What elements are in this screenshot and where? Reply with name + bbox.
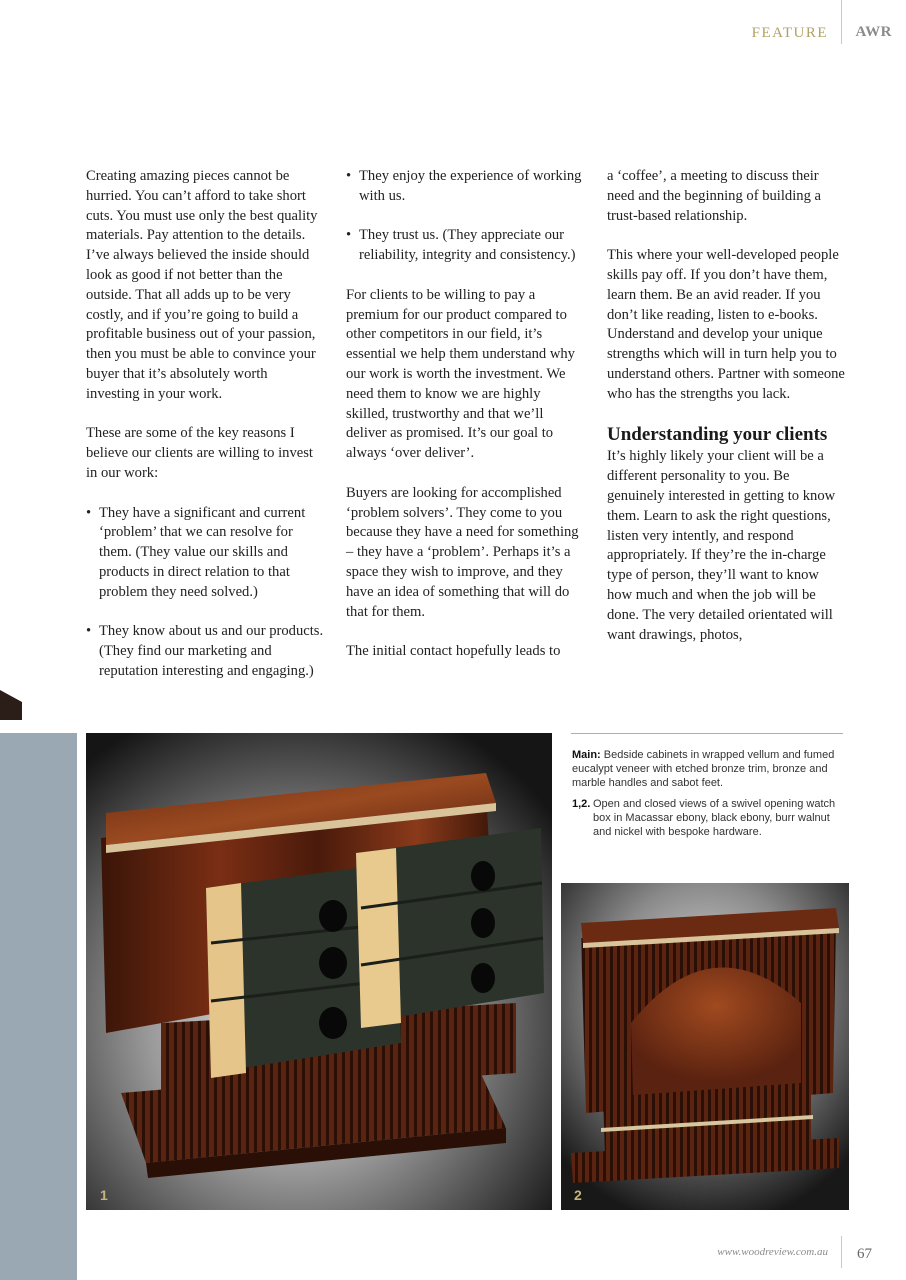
- bullet-item: • They enjoy the experience of working with us.: [346, 167, 584, 207]
- bullet-list: [86, 504, 324, 682]
- paragraph: The initial contact hopefully leads to: [346, 643, 561, 660]
- adjacent-photo-strip: [0, 733, 77, 1280]
- photo-watch-box-closed: [561, 883, 849, 1210]
- text-column-3: [607, 167, 845, 665]
- paragraph: These are some of the key reasons I believe our clients are willing to invest in our work:: [86, 425, 313, 481]
- bullet-item: • They have a significant and current ‘problem’ that we can resolve for them. (They value our skills and products in direct relation to that problem they need solved.): [86, 504, 324, 603]
- page-header: [0, 0, 906, 48]
- caption-text: Open and closed views of a swivel opening watch box in Macassar ebony, black ebony, burr walnut and nickel with bespoke hardware.: [593, 798, 836, 838]
- paragraph: It’s highly likely your client will be a different personality to you. Be genuinely interested in getting to know them. Learn to ask the right questions, listen very intently, and respond appropriately. If they’re the in-charge type of person, they’ll want to know how much and when the job will be done. The very detailed orientated will want drawings, photos,: [607, 448, 836, 643]
- photo-number: 1: [100, 1187, 108, 1203]
- paragraph: Creating amazing pieces cannot be hurried. You can’t afford to take short cuts. You must use only the best quality materials. Pay attention to the details. I’ve always believed the inside should look as good if not better than the outside. That all adds up to be very costly, and if you’re going to build a profitable business out of your passion, then you must be able to convince your buyer that it’s absolutely worth investing in your work.: [86, 168, 318, 402]
- photo-watch-box-open: [86, 733, 552, 1210]
- photo-illustration: [561, 883, 849, 1210]
- paragraph: a ‘coffee’, a meeting to discuss their need and the beginning of building a trust-based relationship.: [607, 168, 821, 224]
- paragraph: For clients to be willing to pay a premium for our product compared to other competitors in our field, it’s essential we help them understand why our work is worth the investment. We need them to know we are highly skilled, trustworthy and that we’ll deliver as promised. It’s our goal to always ‘over deliver’.: [346, 286, 575, 462]
- caption-text: Bedside cabinets in wrapped vellum and fumed eucalypt veneer with etched bronze trim, bronze and marble handles and sabot feet.: [572, 749, 835, 789]
- caption-photos: [572, 797, 842, 839]
- caption-label: Main:: [572, 749, 601, 761]
- paragraph: This where your well-developed people skills pay off. If you don’t have them, learn them. Be an avid reader. If you don’t like reading, listen to e-books. Understand and develop your unique strengths which will in turn help you to understand others. Partner with someone who has the strengths you lack.: [607, 247, 845, 402]
- paragraph: Buyers are looking for accomplished ‘problem solvers’. They come to you because they have a need for something – they have a ‘problem’. Perhaps it’s a space they wish to improve, and they have an idea of something that will do that for them.: [346, 484, 579, 620]
- header-divider: [841, 0, 842, 44]
- bullet-list: [346, 167, 584, 266]
- magazine-label: AWR: [855, 24, 892, 40]
- section-heading: Understanding your clients: [607, 424, 828, 446]
- page-number: 67: [857, 1246, 872, 1262]
- photo-illustration: [86, 733, 552, 1210]
- photo-number: 2: [574, 1187, 582, 1203]
- bullet-item: • They trust us. (They appreciate our reliability, integrity and consistency.): [346, 226, 584, 266]
- bullet-item: • They know about us and our products. (They find our marketing and reputation interesting and engaging.): [86, 622, 324, 681]
- text-column-2: [346, 167, 584, 682]
- footer-divider: [841, 1236, 842, 1268]
- caption-label: 1,2.: [572, 798, 591, 810]
- section-label: FEATURE: [751, 25, 828, 41]
- caption-divider: [571, 733, 843, 734]
- caption-main: [572, 748, 842, 790]
- text-column-1: [86, 167, 324, 702]
- website-url: www.woodreview.com.au: [717, 1246, 828, 1258]
- adjacent-photo-edge: [0, 690, 22, 720]
